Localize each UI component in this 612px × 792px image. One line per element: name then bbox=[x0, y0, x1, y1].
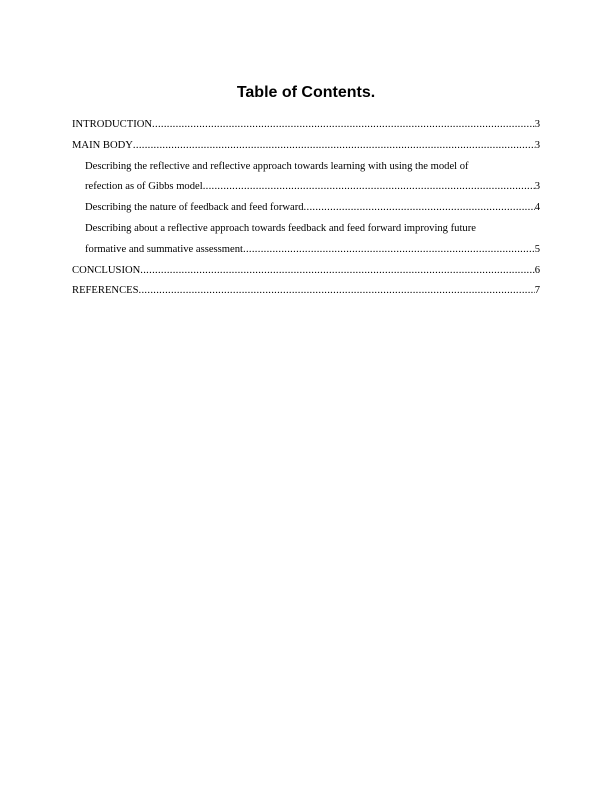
toc-page-number: 4 bbox=[534, 202, 540, 214]
toc-entry-label-line2: formative and summative assessment bbox=[85, 243, 243, 255]
toc-page-number: 5 bbox=[534, 243, 540, 255]
toc-entry-label: REFERENCES bbox=[72, 285, 139, 297]
toc-entry-label: Describing the nature of feedback and feed forward bbox=[85, 202, 304, 214]
toc-entry-conclusion[interactable] bbox=[72, 261, 540, 282]
toc-page-number: 3 bbox=[534, 119, 540, 130]
dot-leader bbox=[133, 136, 535, 157]
toc-entry-main-body[interactable] bbox=[72, 136, 540, 157]
toc-title: Table of Contents. bbox=[236, 84, 376, 101]
dot-leader bbox=[304, 198, 535, 219]
toc-entry-label: CONCLUSION bbox=[72, 264, 141, 276]
toc-entry-label: MAIN BODY bbox=[72, 139, 133, 151]
toc-entry-label-line1: Describing the reflective and reflective approach towards learning with using the model of bbox=[85, 160, 469, 172]
toc-entry-label-line2: refection as of Gibbs model bbox=[85, 181, 203, 193]
toc-entry-feedback-nature[interactable] bbox=[72, 198, 540, 219]
toc-entry-label: INTRODUCTION bbox=[72, 119, 153, 130]
toc-page-number: 7 bbox=[534, 285, 540, 297]
dot-leader bbox=[203, 177, 535, 198]
toc-page-number: 3 bbox=[534, 139, 540, 151]
toc-entry-gibbs-model[interactable] bbox=[72, 157, 540, 199]
toc-entry-reflective-feedback[interactable] bbox=[72, 219, 540, 261]
table-of-contents bbox=[72, 115, 540, 302]
toc-entry-introduction[interactable] bbox=[72, 115, 540, 136]
toc-page-number: 3 bbox=[534, 181, 540, 193]
dot-leader bbox=[152, 115, 535, 136]
toc-entry-references[interactable] bbox=[72, 281, 540, 302]
toc-page-number: 6 bbox=[534, 264, 540, 276]
dot-leader bbox=[139, 281, 535, 302]
dot-leader bbox=[243, 240, 535, 261]
toc-entry-label-line1: Describing about a reflective approach towards feedback and feed forward improving future bbox=[85, 222, 476, 234]
dot-leader bbox=[140, 261, 534, 282]
